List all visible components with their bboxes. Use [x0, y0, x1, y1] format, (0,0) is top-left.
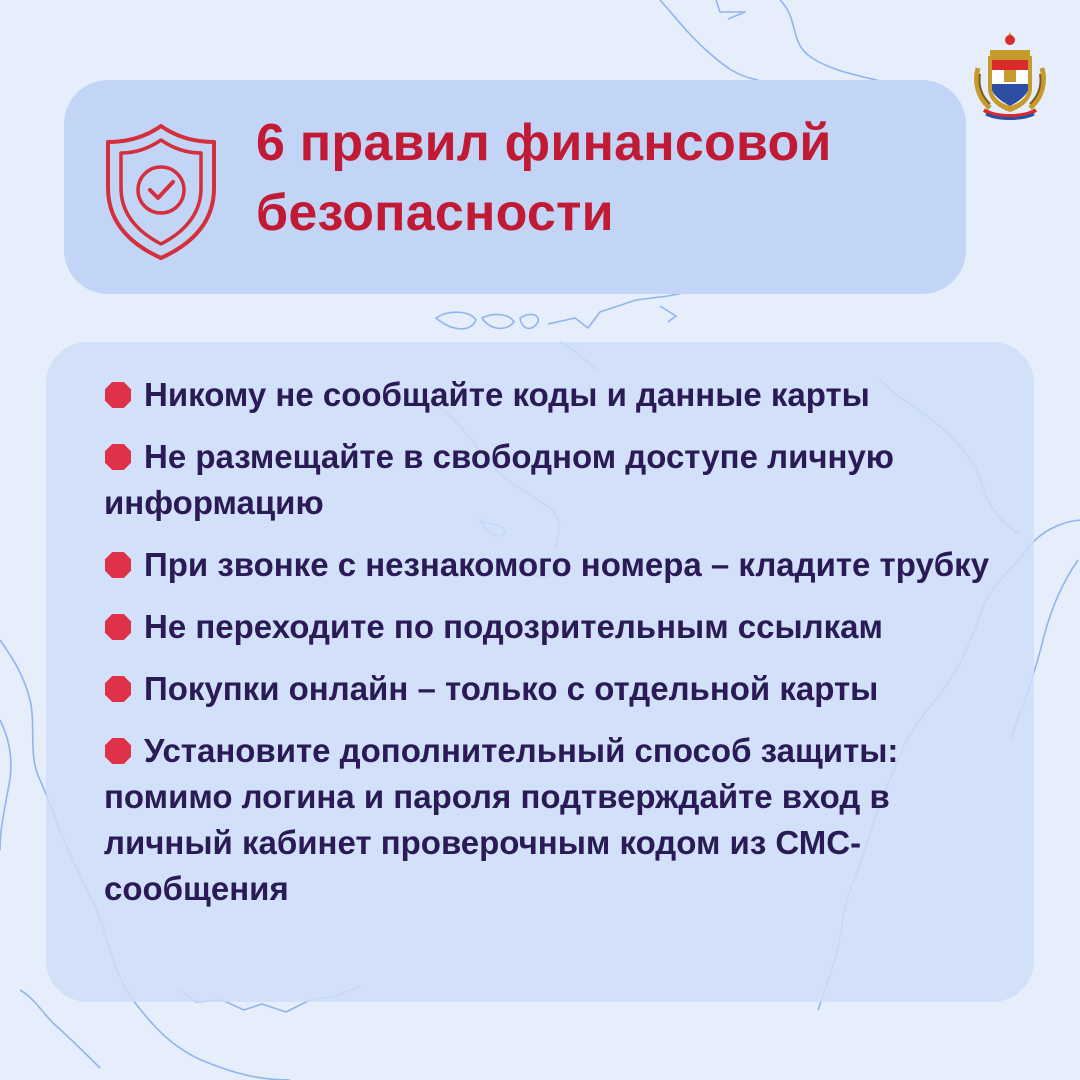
- shield-check-icon: [104, 122, 218, 262]
- rule-text: Установите дополнительный способ защиты: помимо логина и пароля подтверждайте вход в личный кабинет проверочным кодом из СМС-сообщения: [104, 732, 899, 907]
- stop-octagon-icon: [104, 381, 132, 409]
- rules-list: [104, 372, 1004, 928]
- title-line-1: 6 правил финансовой: [256, 114, 832, 172]
- rule-text: При звонке с незнакомого номера – кладите трубку: [144, 546, 990, 583]
- page-title: [256, 108, 936, 248]
- stop-octagon-icon: [104, 443, 132, 471]
- stop-octagon-icon: [104, 551, 132, 579]
- list-item: [104, 372, 1004, 418]
- rule-text: Не размещайте в свободном доступе личную информацию: [104, 438, 894, 521]
- stop-octagon-icon: [104, 675, 132, 703]
- rule-text: Покупки онлайн – только с отдельной карты: [144, 670, 879, 707]
- list-item: [104, 666, 1004, 712]
- list-item: [104, 542, 1004, 588]
- stop-octagon-icon: [104, 613, 132, 641]
- rule-text: Никому не сообщайте коды и данные карты: [144, 376, 870, 413]
- coat-of-arms-emblem: [968, 30, 1052, 120]
- list-item: [104, 728, 1004, 912]
- stop-octagon-icon: [104, 737, 132, 765]
- title-line-2: безопасности: [256, 184, 614, 242]
- list-item: [104, 434, 1004, 526]
- list-item: [104, 604, 1004, 650]
- rule-text: Не переходите по подозрительным ссылкам: [144, 608, 883, 645]
